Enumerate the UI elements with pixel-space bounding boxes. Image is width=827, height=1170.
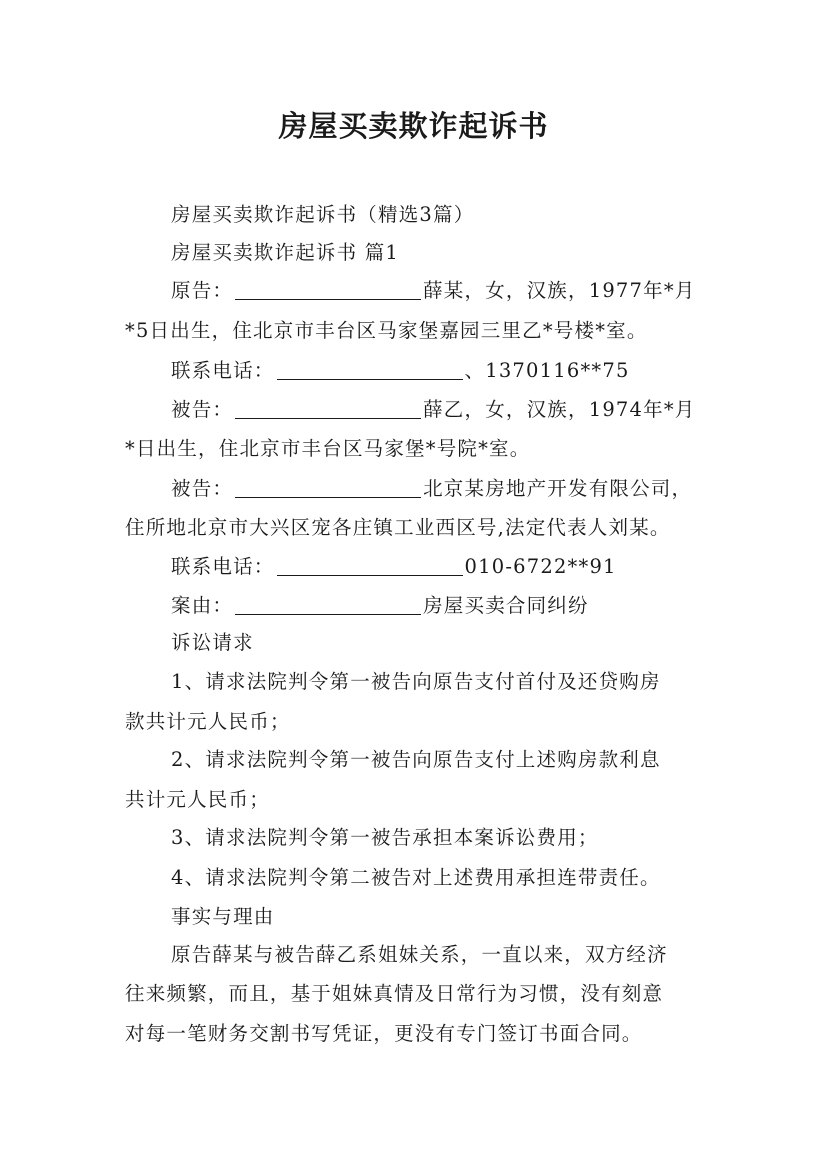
defendant1-text-2: *日出生，住北京市丰台区马家堡*号院*室。 xyxy=(125,437,531,460)
phone-value-1: 、1370116**75 xyxy=(464,359,630,382)
plaintiff-label: 原告： xyxy=(171,279,234,302)
defendant2-text-1: 北京某房地产开发有限公司， xyxy=(423,477,693,500)
phone-blank-1 xyxy=(277,359,463,380)
claim-1a: 1、请求法院判令第一被告向原告支付首付及还贷购房 xyxy=(171,670,661,693)
facts-3: 对每一笔财务交割书写凭证，更没有专门签订书面合同。 xyxy=(125,1022,643,1045)
plaintiff-blank xyxy=(235,279,421,300)
plaintiff-text-1: 薛某，女，汉族，1977年*月 xyxy=(423,279,696,302)
plaintiff-line xyxy=(171,275,696,303)
document-title: 房屋买卖欺诈起诉书 xyxy=(278,109,549,143)
phone-blank-2 xyxy=(277,555,463,576)
claim-2a: 2、请求法院判令第一被告向原告支付上述购房款利息 xyxy=(171,748,661,771)
defendant1-label: 被告： xyxy=(171,398,234,421)
defendant1-line xyxy=(171,394,696,422)
phone-value-2: 010-6722**91 xyxy=(464,555,617,578)
claim-4: 4、请求法院判令第二被告对上述费用承担连带责任。 xyxy=(171,866,661,889)
document-subtitle: 房屋买卖欺诈起诉书（精选3篇） xyxy=(171,203,475,226)
cause-label: 案由： xyxy=(171,594,234,617)
facts-heading: 事实与理由 xyxy=(171,905,275,928)
section-heading: 房屋买卖欺诈起诉书 篇1 xyxy=(171,241,400,264)
cause-blank xyxy=(235,594,421,615)
plaintiff-text-2: *5日出生，住北京市丰台区马家堡嘉园三里乙*号楼*室。 xyxy=(125,319,648,342)
phone-label-1: 联系电话： xyxy=(171,359,275,382)
defendant2-line xyxy=(171,473,692,501)
claims-heading: 诉讼请求 xyxy=(171,631,254,654)
defendant2-label: 被告： xyxy=(171,477,234,500)
claim-1b: 款共计元人民币； xyxy=(125,710,291,733)
facts-2: 往来频繁，而且，基于姐妹真情及日常行为习惯，没有刻意 xyxy=(125,982,664,1005)
facts-1: 原告薛某与被告薛乙系姐妹关系，一直以来，双方经济 xyxy=(171,943,668,966)
defendant2-text-2: 住所地北京市大兴区宠各庄镇工业西区号,法定代表人刘某。 xyxy=(125,516,671,539)
cause-value: 房屋买卖合同纠纷 xyxy=(423,594,589,617)
claim-2b: 共计元人民币； xyxy=(125,788,270,811)
defendant2-blank xyxy=(235,477,421,498)
defendant1-text-1: 薛乙，女，汉族，1974年*月 xyxy=(423,398,696,421)
defendant1-blank xyxy=(235,398,421,419)
cause-line xyxy=(171,590,589,618)
phone-label-2: 联系电话： xyxy=(171,555,275,578)
phone-line-2 xyxy=(171,551,617,579)
phone-line-1 xyxy=(171,355,630,383)
claim-3: 3、请求法院判令第一被告承担本案诉讼费用； xyxy=(171,826,599,849)
